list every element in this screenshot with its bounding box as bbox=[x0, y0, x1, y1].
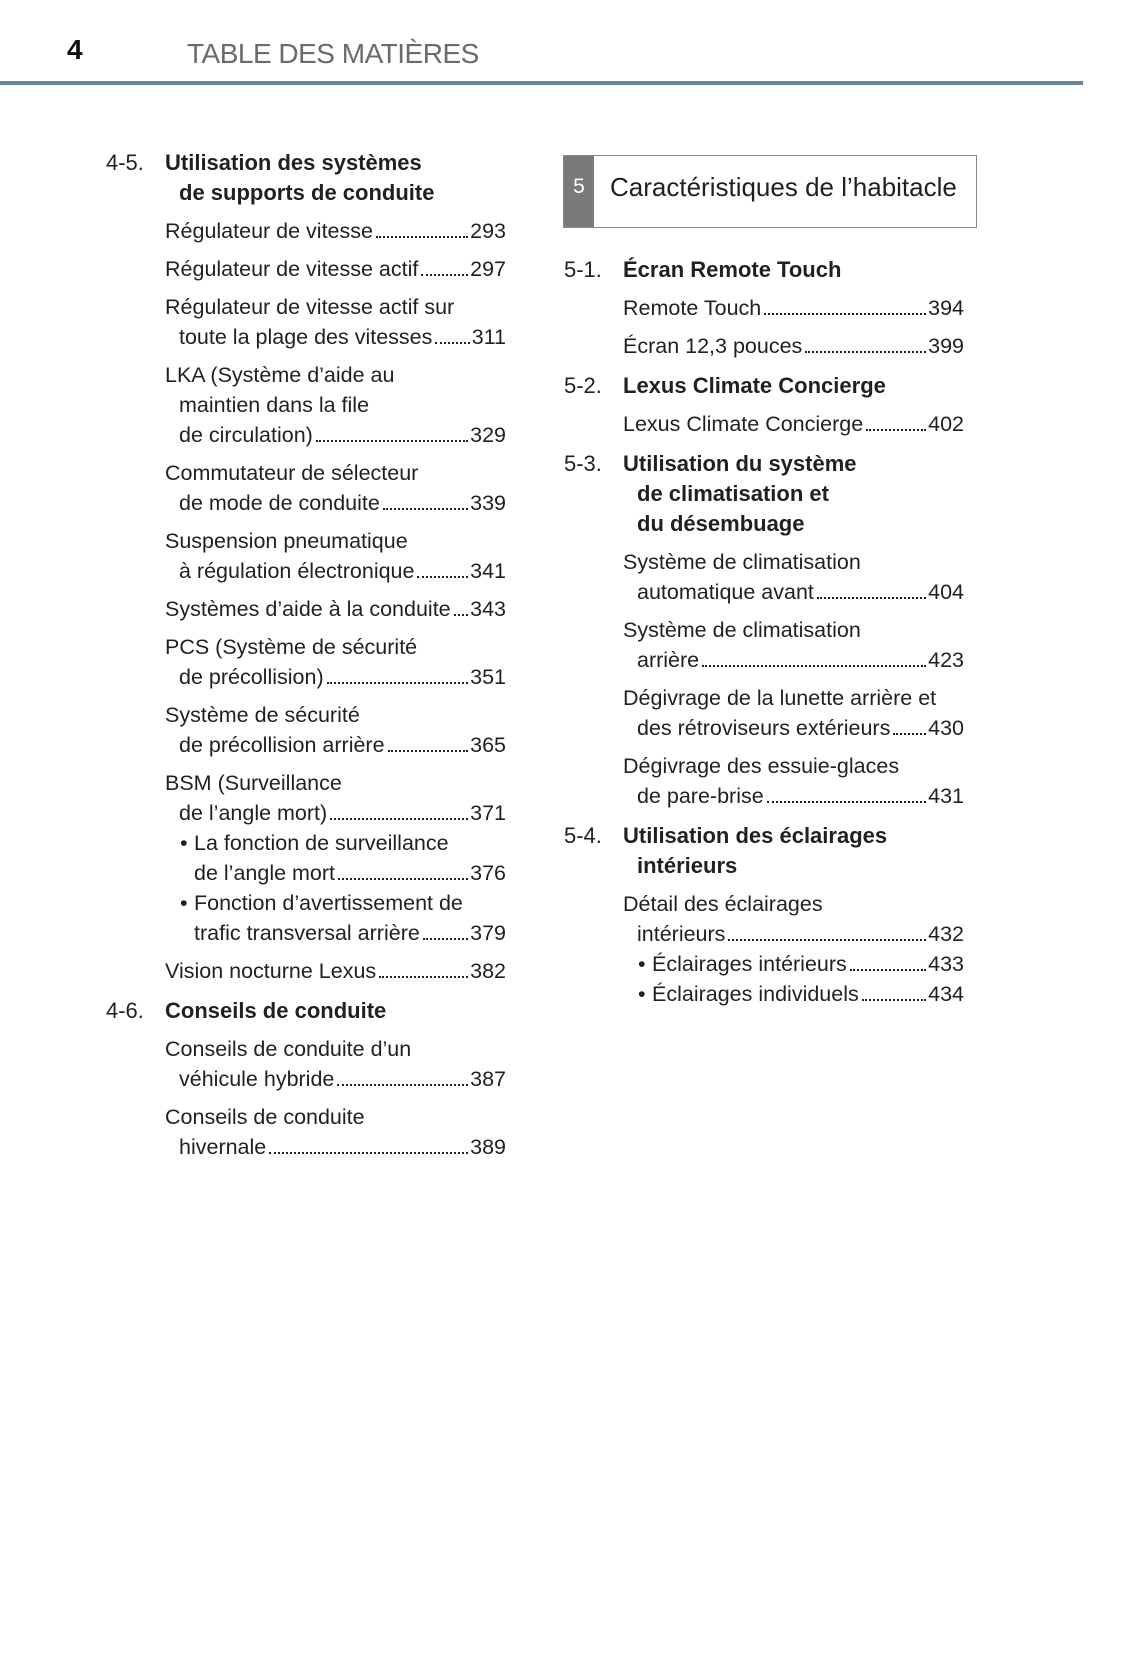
toc-entry-text: • La fonction de surveillance bbox=[180, 828, 506, 858]
toc-entry-text: Système de climatisation bbox=[623, 550, 861, 574]
toc-entry[interactable] bbox=[165, 1034, 506, 1094]
dot-leader bbox=[383, 508, 468, 510]
toc-entry-text: Système de sécurité bbox=[165, 703, 360, 727]
page-number-ref[interactable]: 404 bbox=[928, 580, 964, 604]
toc-entry-text: Système de climatisation bbox=[623, 618, 861, 642]
toc-section bbox=[564, 255, 964, 361]
toc-entry-text: Régulateur de vitesse actif sur bbox=[165, 295, 455, 319]
dot-leader bbox=[423, 938, 468, 940]
dot-leader bbox=[805, 351, 926, 353]
toc-entry[interactable] bbox=[165, 292, 506, 352]
page-number-ref[interactable]: 432 bbox=[928, 922, 964, 946]
page-number-ref[interactable]: 351 bbox=[470, 665, 506, 689]
toc-entry-text: Remote Touch bbox=[623, 296, 762, 320]
toc-entry-text: PCS (Système de sécurité bbox=[165, 635, 418, 659]
toc-entry-text: LKA (Système d’aide au bbox=[165, 363, 395, 387]
toc-entry[interactable] bbox=[165, 216, 506, 246]
page-number-ref[interactable]: 389 bbox=[470, 1135, 506, 1159]
section-title-line: de supports de conduite bbox=[179, 180, 435, 205]
toc-entry[interactable] bbox=[623, 615, 964, 675]
toc-entry-last-line bbox=[623, 919, 964, 949]
toc-entry-last-line bbox=[165, 254, 506, 284]
toc-entry-last-line bbox=[638, 949, 964, 979]
section-number: 5-4. bbox=[564, 823, 602, 848]
chapter-number: 5 bbox=[564, 156, 594, 227]
toc-entry[interactable] bbox=[165, 526, 506, 586]
toc-entry-last-line bbox=[165, 798, 506, 828]
toc-entry[interactable] bbox=[165, 632, 506, 692]
section-title-line: Utilisation du système bbox=[623, 451, 857, 476]
toc-entry-text: Commutateur de sélecteur bbox=[165, 461, 419, 485]
page-number-ref[interactable]: 430 bbox=[928, 716, 964, 740]
toc-entry-last-line bbox=[165, 956, 506, 986]
section-title-line: Écran Remote Touch bbox=[623, 257, 842, 282]
toc-entry-last-line bbox=[165, 556, 506, 586]
page-number-ref[interactable]: 423 bbox=[928, 648, 964, 672]
toc-section bbox=[564, 371, 964, 439]
dot-leader bbox=[728, 939, 926, 941]
toc-entry-text: Conseils de conduite d’un bbox=[165, 1037, 412, 1061]
toc-entry-text: de pare-brise bbox=[637, 784, 764, 808]
dot-leader bbox=[850, 969, 926, 971]
dot-leader bbox=[862, 999, 926, 1001]
dot-leader bbox=[379, 976, 468, 978]
toc-entry-text: Vision nocturne Lexus bbox=[165, 959, 377, 983]
toc-entry[interactable] bbox=[623, 331, 964, 361]
dot-leader bbox=[327, 682, 469, 684]
section-title[interactable] bbox=[623, 821, 964, 881]
toc-entry-text: de précollision) bbox=[179, 665, 324, 689]
dot-leader bbox=[337, 1084, 468, 1086]
toc-entry-text: Dégivrage de la lunette arrière et bbox=[623, 686, 937, 710]
toc-section bbox=[564, 449, 964, 811]
toc-entry[interactable] bbox=[623, 889, 964, 949]
toc-section bbox=[106, 996, 506, 1162]
toc-entry[interactable] bbox=[165, 956, 506, 986]
toc-entry-last-line bbox=[623, 293, 964, 323]
toc-entry-text: Dégivrage des essuie-glaces bbox=[623, 754, 900, 778]
page-number-ref[interactable]: 399 bbox=[928, 334, 964, 358]
page-number-ref[interactable]: 311 bbox=[471, 325, 506, 349]
toc-entry-last-line bbox=[623, 409, 964, 439]
page-number-ref[interactable]: 394 bbox=[928, 296, 964, 320]
toc-entry-text: de circulation) bbox=[179, 423, 313, 447]
toc-entry-last-line bbox=[623, 713, 964, 743]
toc-entry-text: • Fonction d’avertissement de bbox=[180, 888, 506, 918]
toc-entry[interactable] bbox=[165, 888, 506, 948]
section-title-line: Lexus Climate Concierge bbox=[623, 373, 886, 398]
page-number-ref[interactable]: 379 bbox=[470, 921, 506, 945]
dot-leader bbox=[702, 665, 926, 667]
page-number-ref[interactable]: 433 bbox=[928, 952, 964, 976]
dot-leader bbox=[376, 236, 468, 238]
toc-entry-text: intérieurs bbox=[637, 922, 726, 946]
toc-entry[interactable] bbox=[165, 1102, 506, 1162]
dot-leader bbox=[338, 878, 468, 880]
page-number-ref[interactable]: 343 bbox=[470, 597, 506, 621]
header-title: TABLE DES MATIÈRES bbox=[187, 38, 479, 69]
header-divider bbox=[0, 81, 1083, 85]
toc-entry[interactable] bbox=[165, 458, 506, 518]
toc-entry-text: Conseils de conduite bbox=[165, 1105, 365, 1129]
toc-entry-text: de précollision arrière bbox=[179, 733, 385, 757]
dot-leader bbox=[269, 1152, 468, 1154]
toc-entry-last-line bbox=[165, 322, 506, 352]
section-title[interactable] bbox=[623, 371, 964, 401]
toc-entry-text: arrière bbox=[637, 648, 700, 672]
section-title-line: Conseils de conduite bbox=[165, 998, 387, 1023]
page-number-ref[interactable]: 297 bbox=[470, 257, 506, 281]
page-number-ref[interactable]: 434 bbox=[928, 982, 964, 1006]
toc-entry-text: automatique avant bbox=[637, 580, 814, 604]
section-title-line: du désembuage bbox=[637, 511, 805, 536]
section-number: 5-3. bbox=[564, 451, 602, 476]
page-number-ref[interactable]: 329 bbox=[470, 423, 506, 447]
toc-entry-last-line bbox=[623, 781, 964, 811]
page-number-ref[interactable]: 371 bbox=[470, 801, 506, 825]
toc-entry-last-line bbox=[165, 216, 506, 246]
toc-entry[interactable] bbox=[623, 293, 964, 323]
toc-entry-last-line bbox=[165, 488, 506, 518]
toc-entry-text: de l’angle mort) bbox=[179, 801, 328, 825]
toc-entry-text: hivernale bbox=[179, 1135, 267, 1159]
toc-entry-text: • Éclairages intérieurs bbox=[652, 952, 847, 976]
toc-entry[interactable] bbox=[623, 751, 964, 811]
chapter-title: Caractéristiques de l’habitacle bbox=[610, 172, 957, 202]
dot-leader bbox=[866, 429, 926, 431]
section-number: 4-6. bbox=[106, 998, 144, 1023]
toc-entry-last-line bbox=[165, 730, 506, 760]
dot-leader bbox=[388, 750, 469, 752]
toc-entry[interactable] bbox=[165, 594, 506, 624]
toc-entry-last-line bbox=[165, 1132, 506, 1162]
toc-entry-text: Lexus Climate Concierge bbox=[623, 412, 864, 436]
toc-entry-text: Suspension pneumatique bbox=[165, 529, 408, 553]
toc-entry[interactable] bbox=[623, 979, 964, 1009]
toc-entry-text: trafic transversal arrière bbox=[194, 921, 420, 945]
dot-leader bbox=[767, 801, 926, 803]
dot-leader bbox=[817, 597, 926, 599]
page-number-ref[interactable]: 293 bbox=[470, 219, 506, 243]
dot-leader bbox=[330, 818, 468, 820]
page-number-ref[interactable]: 387 bbox=[470, 1067, 506, 1091]
toc-entry[interactable] bbox=[165, 254, 506, 284]
toc-entry-text: de l’angle mort bbox=[194, 861, 336, 885]
page-number-ref[interactable]: 402 bbox=[928, 412, 964, 436]
toc-entry-text: Écran 12,3 pouces bbox=[623, 334, 803, 358]
toc-entry[interactable] bbox=[623, 683, 964, 743]
toc-entry[interactable] bbox=[165, 700, 506, 760]
toc-entry[interactable] bbox=[623, 547, 964, 607]
section-title-line: de climatisation et bbox=[637, 481, 829, 506]
toc-entry-text: à régulation électronique bbox=[179, 559, 415, 583]
toc-section bbox=[106, 148, 506, 986]
chapter-heading bbox=[563, 155, 977, 228]
toc-entry-last-line bbox=[165, 594, 506, 624]
toc-entry-text: BSM (Surveillance bbox=[165, 771, 342, 795]
page-number-ref[interactable]: 376 bbox=[470, 861, 506, 885]
toc-entry-last-line bbox=[638, 979, 964, 1009]
section-title[interactable] bbox=[165, 148, 506, 208]
toc-entry-text: Régulateur de vitesse actif bbox=[165, 257, 419, 281]
dot-leader bbox=[316, 440, 468, 442]
toc-entry-last-line bbox=[180, 918, 506, 948]
page-number-ref[interactable]: 341 bbox=[470, 559, 506, 583]
section-title[interactable] bbox=[623, 255, 964, 285]
dot-leader bbox=[417, 576, 468, 578]
section-number: 5-2. bbox=[564, 373, 602, 398]
toc-left-column bbox=[106, 148, 506, 1162]
toc-entry-last-line bbox=[165, 420, 506, 450]
section-title[interactable] bbox=[165, 996, 506, 1026]
section-title-line: Utilisation des éclairages bbox=[623, 823, 888, 848]
toc-entry-last-line bbox=[623, 577, 964, 607]
toc-right-column bbox=[564, 255, 964, 1009]
toc-entry-last-line bbox=[180, 858, 506, 888]
toc-entry-text: des rétroviseurs extérieurs bbox=[637, 716, 891, 740]
toc-entry-text: de mode de conduite bbox=[179, 491, 380, 515]
page-number-ref[interactable]: 339 bbox=[470, 491, 506, 515]
page-number-ref[interactable]: 365 bbox=[470, 733, 506, 757]
toc-entry-last-line bbox=[165, 662, 506, 692]
toc-entry-text: maintien dans la file bbox=[179, 393, 370, 417]
toc-entry-text: Régulateur de vitesse bbox=[165, 219, 373, 243]
page-number-ref[interactable]: 431 bbox=[928, 784, 964, 808]
toc-entry[interactable] bbox=[623, 409, 964, 439]
section-title-line: Utilisation des systèmes bbox=[165, 150, 422, 175]
toc-entry[interactable] bbox=[165, 828, 506, 888]
section-title[interactable] bbox=[623, 449, 964, 539]
page-number: 4 bbox=[67, 34, 83, 65]
toc-entry-last-line bbox=[623, 331, 964, 361]
dot-leader bbox=[893, 733, 926, 735]
toc-entry-text: toute la plage des vitesses bbox=[179, 325, 433, 349]
toc-entry-last-line bbox=[165, 1064, 506, 1094]
toc-section bbox=[564, 821, 964, 1009]
dot-leader bbox=[454, 614, 468, 616]
toc-entry-text: Systèmes d’aide à la conduite bbox=[165, 597, 451, 621]
toc-entry[interactable] bbox=[623, 949, 964, 979]
toc-entry[interactable] bbox=[165, 360, 506, 450]
toc-entry-text: véhicule hybride bbox=[179, 1067, 335, 1091]
toc-entry-text: Détail des éclairages bbox=[623, 892, 823, 916]
page-number-ref[interactable]: 382 bbox=[470, 959, 506, 983]
section-number: 5-1. bbox=[564, 257, 602, 282]
toc-entry[interactable] bbox=[165, 768, 506, 828]
section-title-line: intérieurs bbox=[637, 853, 738, 878]
toc-entry-text: • Éclairages individuels bbox=[652, 982, 859, 1006]
dot-leader bbox=[764, 313, 926, 315]
dot-leader bbox=[421, 274, 468, 276]
toc-entry-last-line bbox=[623, 645, 964, 675]
section-number: 4-5. bbox=[106, 150, 144, 175]
dot-leader bbox=[435, 342, 469, 344]
